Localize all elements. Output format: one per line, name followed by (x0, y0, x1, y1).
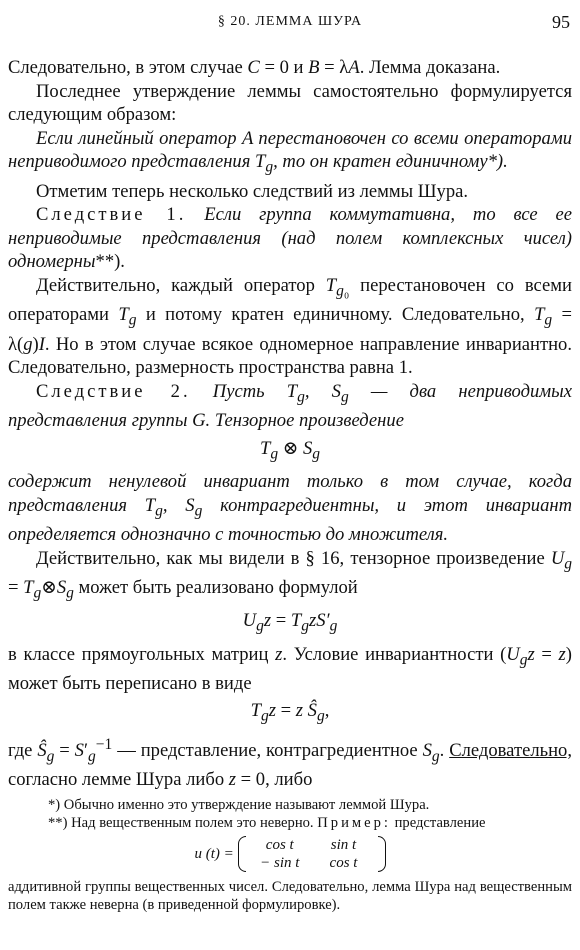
matrix-cell: − sin t (260, 855, 300, 871)
matrix-cell: sin t (330, 837, 357, 853)
matrix-lhs: u (t) = (194, 846, 234, 862)
matrix-row-2 (250, 854, 374, 872)
matrix-cell: cos t (265, 837, 294, 853)
footnote-2: **) Над вещественным полем это неверно. Пример: представление (48, 815, 486, 831)
formula-invariance: $T_gz = z$ $Ŝ_g$, (250, 700, 330, 726)
page-number: 95 (552, 12, 570, 32)
footnote-2-continued: аддитивной группы вещественных чисел. Следовательно, лемма Шура над вещественным полем также неверна (в приведенной формулировке). (8, 879, 572, 913)
corollary-2-proof: Действительно, как мы видели в § 16, тензорное произведение $U_g$ = $T_g\otimes S_g$ может быть реализовано формулой (8, 547, 572, 602)
paragraph-matrices: в классе прямоугольных матриц z. Условие инвариантности $(U_gz = z)$ может быть переписано в виде (8, 643, 572, 694)
paragraph-contragredient: где $Ŝ_g = S'_g^{-1}$ — представление, контрагредиентное $S_g$. Следовательно, согласно лемме Шура либо z = 0, либо (8, 735, 572, 791)
main-text (8, 56, 572, 792)
paragraph-2: Последнее утверждение леммы самостоятельно формулируется следующим образом: (8, 80, 572, 126)
matrix-row-1 (250, 836, 374, 854)
corollary-2: Следствие 2. Пусть $T_g$, $S_g$ — два неприводимых представления группы G. Тензорное произведение (8, 380, 573, 432)
rotation-matrix (238, 836, 386, 872)
footnotes (8, 796, 572, 914)
matrix-formula (8, 836, 572, 872)
paragraph-corollaries-intro: Отметим теперь несколько следствий из леммы Шура. (36, 180, 469, 202)
corollary-1: Следствие 1. Если группа коммутативна, то все ее неприводимые представления (над полем комплексных чисел) одномерны**). (8, 204, 572, 273)
page-header (8, 14, 572, 36)
footnote-1: *) Обычно именно это утверждение называют леммой Шура. (48, 797, 430, 813)
corollary-1-proof: Действительно, каждый оператор $T_{g_0}$ перестановочен со всеми операторами $T_g$ и потому кратен единичному. Следовательно, $T_g = \lambda(g)I$. Но в этом случае всякое одномерное направление инвариантно. Следовательно, размерность пространства равна 1. (8, 275, 572, 379)
matrix-cell: cos t (329, 855, 358, 871)
formula-tensor-product: $T_g$ ⊗ $S_g$ (259, 437, 321, 463)
corollary-2-continued: содержит ненулевой инвариант только в том случае, когда представления $T_g$, $S_g$ контрагредиентны, и этот инвариант определяется однозначно с точностью до множителя. (8, 471, 573, 545)
lemma-statement: Если линейный оператор A перестановочен со всеми операторами неприводимого представления $T_g$, то он кратен единичному*). (8, 127, 572, 177)
running-title: § 20. ЛЕММА ШУРА (217, 14, 363, 29)
paragraph-1: Следовательно, в этом случае C = 0 и B = λA. Лемма доказана. (8, 57, 501, 78)
formula-realization: $U_gz = T_gzS'_g$ (242, 610, 338, 635)
